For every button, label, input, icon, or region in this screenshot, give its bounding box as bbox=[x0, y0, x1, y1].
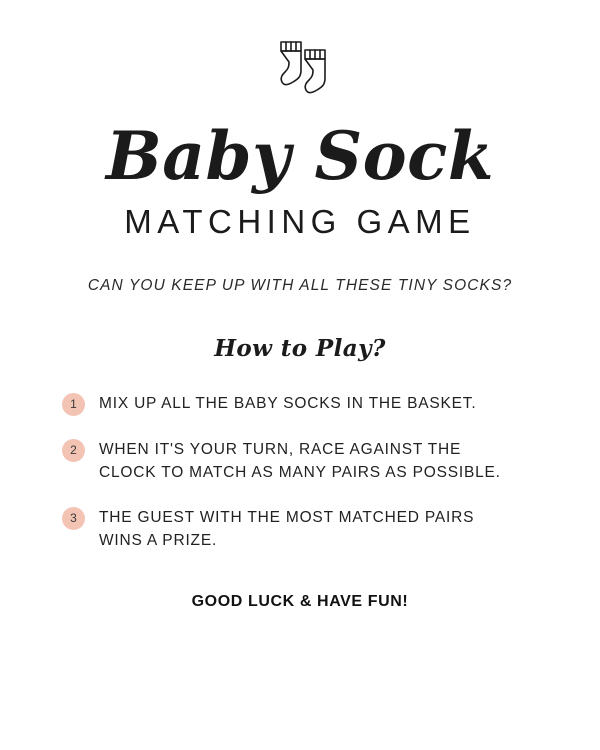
step-text: WHEN IT'S YOUR TURN, RACE AGAINST THE CLOCK TO MATCH AS MANY PAIRS AS POSSIBLE. bbox=[99, 440, 501, 481]
step-number-badge: 1 bbox=[62, 393, 85, 416]
page-title-script: Baby Sock bbox=[105, 117, 495, 195]
step-text: THE GUEST WITH THE MOST MATCHED PAIRS WINS A PRIZE. bbox=[99, 509, 475, 550]
how-to-play-heading: How to Play? bbox=[214, 334, 386, 362]
step-number-badge: 2 bbox=[62, 439, 85, 462]
tagline: CAN YOU KEEP UP WITH ALL THESE TINY SOCKS? bbox=[87, 276, 513, 294]
instruction-list bbox=[56, 392, 544, 575]
list-item bbox=[62, 392, 544, 416]
list-item bbox=[62, 506, 544, 553]
baby-socks-illustration bbox=[257, 36, 343, 108]
page-title-sub: MATCHING GAME bbox=[124, 202, 476, 240]
footer-note: GOOD LUCK & HAVE FUN! bbox=[191, 592, 409, 610]
step-text: MIX UP ALL THE BABY SOCKS IN THE BASKET. bbox=[99, 394, 477, 412]
step-number-badge: 3 bbox=[62, 507, 85, 530]
list-item bbox=[62, 438, 544, 485]
